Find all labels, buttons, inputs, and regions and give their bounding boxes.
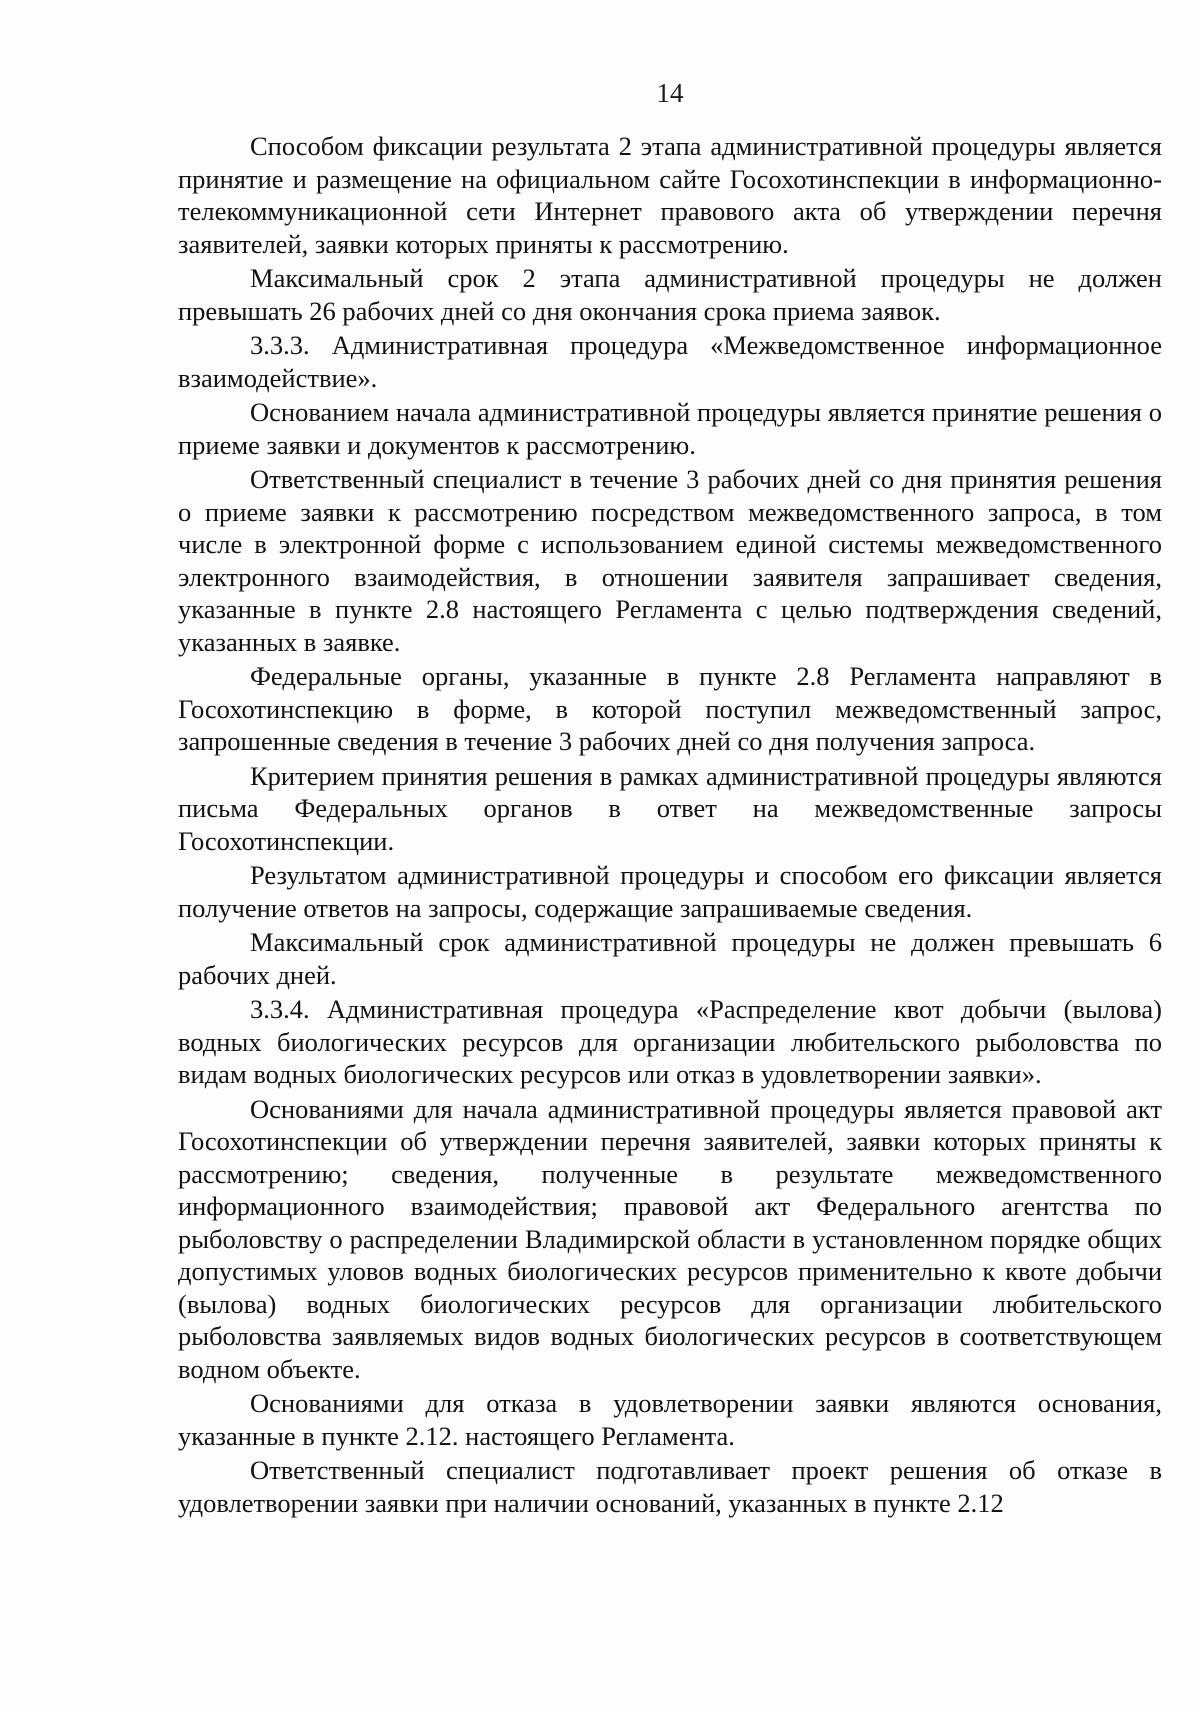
section-heading-3-3-4: 3.3.4. Административная процедура «Распределение квот добычи (вылова) водных биологических ресурсов для организации любительского рыболовства по видам водных биологических ресурсов или отказ в удовлетворении заявки». <box>178 994 1162 1089</box>
paragraph: Максимальный срок административной процедуры не должен превышать 6 рабочих дней. <box>178 927 1162 990</box>
document-body <box>178 130 1162 1519</box>
paragraph: Критерием принятия решения в рамках административной процедуры являются письма Федеральных органов в ответ на межведомственные запросы Госохотинспекции. <box>178 760 1162 856</box>
paragraph: Способом фиксации результата 2 этапа административной процедуры является принятие и размещение на официальном сайте Госохотинспекции в информационно-телекоммуникационной сети Интернет правового акта об утверждении перечня заявителей, заявки которых приняты к рассмотрению. <box>178 131 1162 259</box>
section-heading-3-3-3: 3.3.3. Административная процедура «Межведомственное информационное взаимодействие». <box>178 330 1162 393</box>
paragraph: Федеральные органы, указанные в пункте 2.8 Регламента направляют в Госохотинспекцию в форме, в которой поступил межведомственный запрос, запрошенные сведения в течение 3 рабочих дней со дня получения запроса. <box>178 661 1162 756</box>
paragraph: Основанием начала административной процедуры является принятие решения о приеме заявки и документов к рассмотрению. <box>178 397 1162 460</box>
paragraph: Результатом административной процедуры и способом его фиксации является получение ответов на запросы, содержащие запрашиваемые сведения. <box>178 860 1162 923</box>
page-number: 14 <box>656 78 684 108</box>
paragraph: Ответственный специалист подготавливает проект решения об отказе в удовлетворении заявки при наличии оснований, указанных в пункте 2.12 <box>178 1455 1162 1518</box>
paragraph: Основаниями для отказа в удовлетворении заявки являются основания, указанные в пункте 2.12. настоящего Регламента. <box>178 1388 1162 1451</box>
paragraph: Основаниями для начала административной процедуры является правовой акт Госохотинспекции об утверждении перечня заявителей, заявки которых приняты к рассмотрению; сведения, полученные в результате межведомственного информационного взаимодействия; правовой акт Федерального агентства по рыболовству о распределении Владимирской области в установленном порядке общих допустимых уловов водных биологических ресурсов применительно к квоте добычи (вылова) водных биологических ресурсов для организации любительского рыболовства заявляемых видов водных биологических ресурсов в соответствующем водном объекте. <box>178 1093 1162 1384</box>
paragraph: Ответственный специалист в течение 3 рабочих дней со дня принятия решения о приеме заявки к рассмотрению посредством межведомственного запроса, в том числе в электронной форме с использованием единой системы межведомственного электронного взаимодействия, в отношении заявителя запрашивает сведения, указанные в пункте 2.8 настоящего Регламента с целью подтверждения сведений, указанных в заявке. <box>178 464 1162 657</box>
paragraph: Максимальный срок 2 этапа административной процедуры не должен превышать 26 рабочих дней со дня окончания срока приема заявок. <box>178 263 1162 326</box>
